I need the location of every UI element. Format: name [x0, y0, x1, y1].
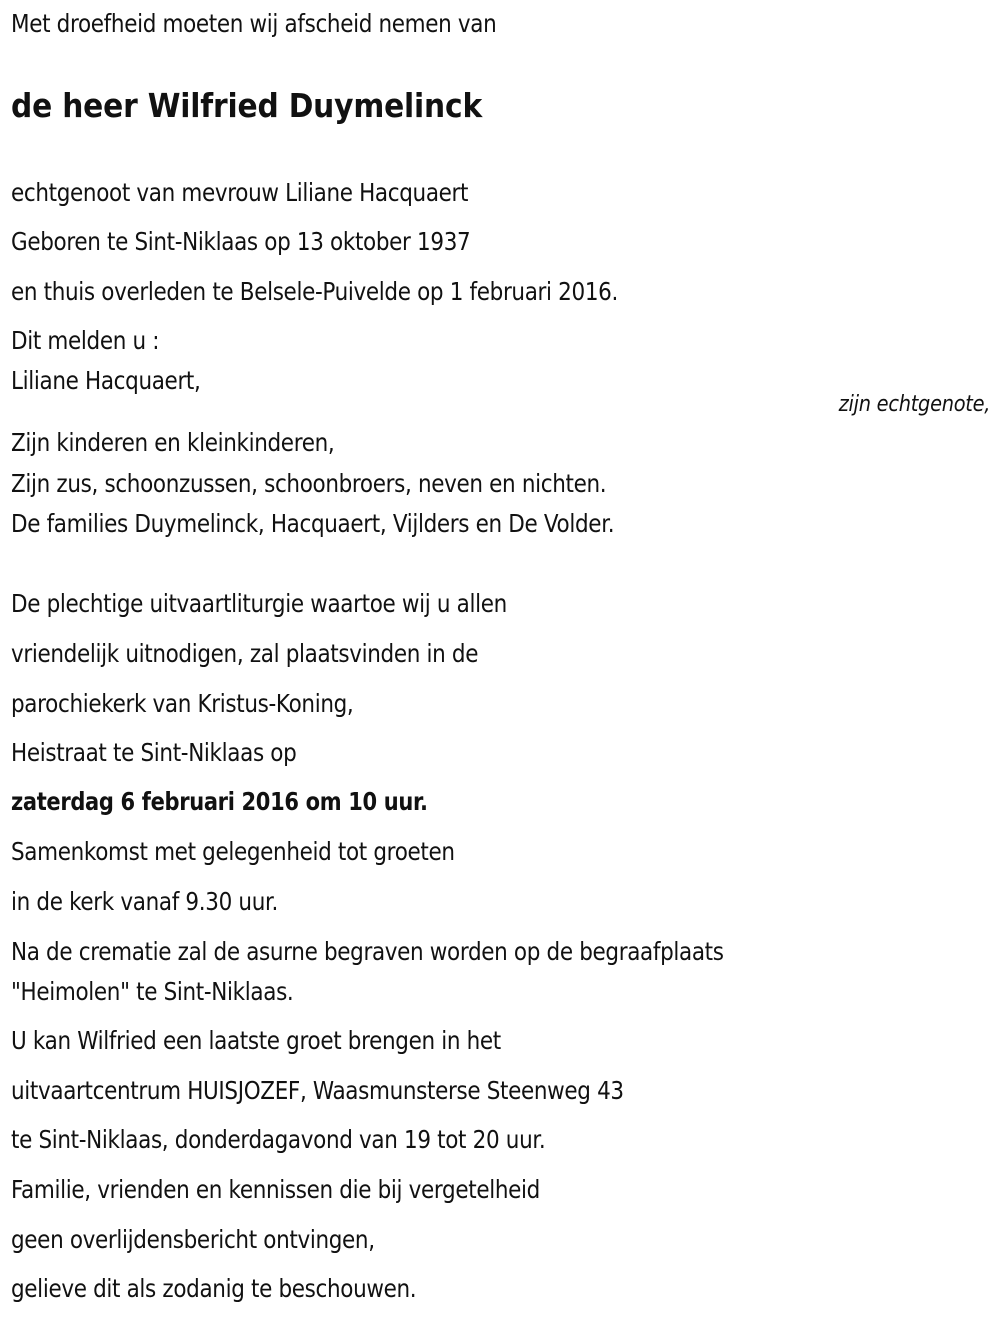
burial-line: Na de crematie zal de asurne begraven worden op de begraafplaats — [11, 937, 724, 966]
intro-text: Met droefheid moeten wij afscheid nemen van — [11, 9, 497, 38]
ceremony-line: De plechtige uitvaartliturgie waartoe wij u allen — [11, 589, 507, 618]
visitation-line: te Sint-Niklaas, donderdagavond van 19 tot 20 uur. — [11, 1125, 546, 1154]
family-line: De families Duymelinck, Hacquaert, Vijlders en De Volder. — [11, 509, 615, 538]
visitation-line: U kan Wilfried een laatste groet brengen in het — [11, 1026, 501, 1055]
announcer-spouse-name: Liliane Hacquaert, — [11, 366, 201, 395]
ceremony-line: Heistraat te Sint-Niklaas op — [11, 738, 297, 767]
ceremony-line: parochiekerk van Kristus-Koning, — [11, 689, 354, 718]
birth-line: Geboren te Sint-Niklaas op 13 oktober 1937 — [11, 227, 471, 256]
gathering-line: Samenkomst met gelegenheid tot groeten — [11, 837, 455, 866]
spouse-line: echtgenoot van mevrouw Liliane Hacquaert — [11, 178, 469, 207]
visitation-line: uitvaartcentrum HUISJOZEF, Waasmunsterse Steenweg 43 — [11, 1076, 624, 1105]
closing-line: gelieve dit als zodanig te beschouwen. — [11, 1274, 417, 1303]
closing-line: Familie, vrienden en kennissen die bij vergetelheid — [11, 1175, 540, 1204]
announcers-heading: Dit melden u : — [11, 326, 160, 355]
gathering-line: in de kerk vanaf 9.30 uur. — [11, 887, 279, 916]
closing-line: geen overlijdensbericht ontvingen, — [11, 1225, 375, 1254]
death-line: en thuis overleden te Belsele-Puivelde op 1 februari 2016. — [11, 277, 618, 306]
ceremony-line: vriendelijk uitnodigen, zal plaatsvinden in de — [11, 639, 479, 668]
burial-line: "Heimolen" te Sint-Niklaas. — [11, 977, 294, 1006]
family-line: Zijn zus, schoonzussen, schoonbroers, neven en nichten. — [11, 469, 607, 498]
deceased-name: de heer Wilfried Duymelinck — [11, 86, 483, 125]
announcer-spouse-role: zijn echtgenote, — [838, 392, 990, 417]
family-line: Zijn kinderen en kleinkinderen, — [11, 428, 335, 457]
ceremony-date-time: zaterdag 6 februari 2016 om 10 uur. — [11, 787, 428, 816]
